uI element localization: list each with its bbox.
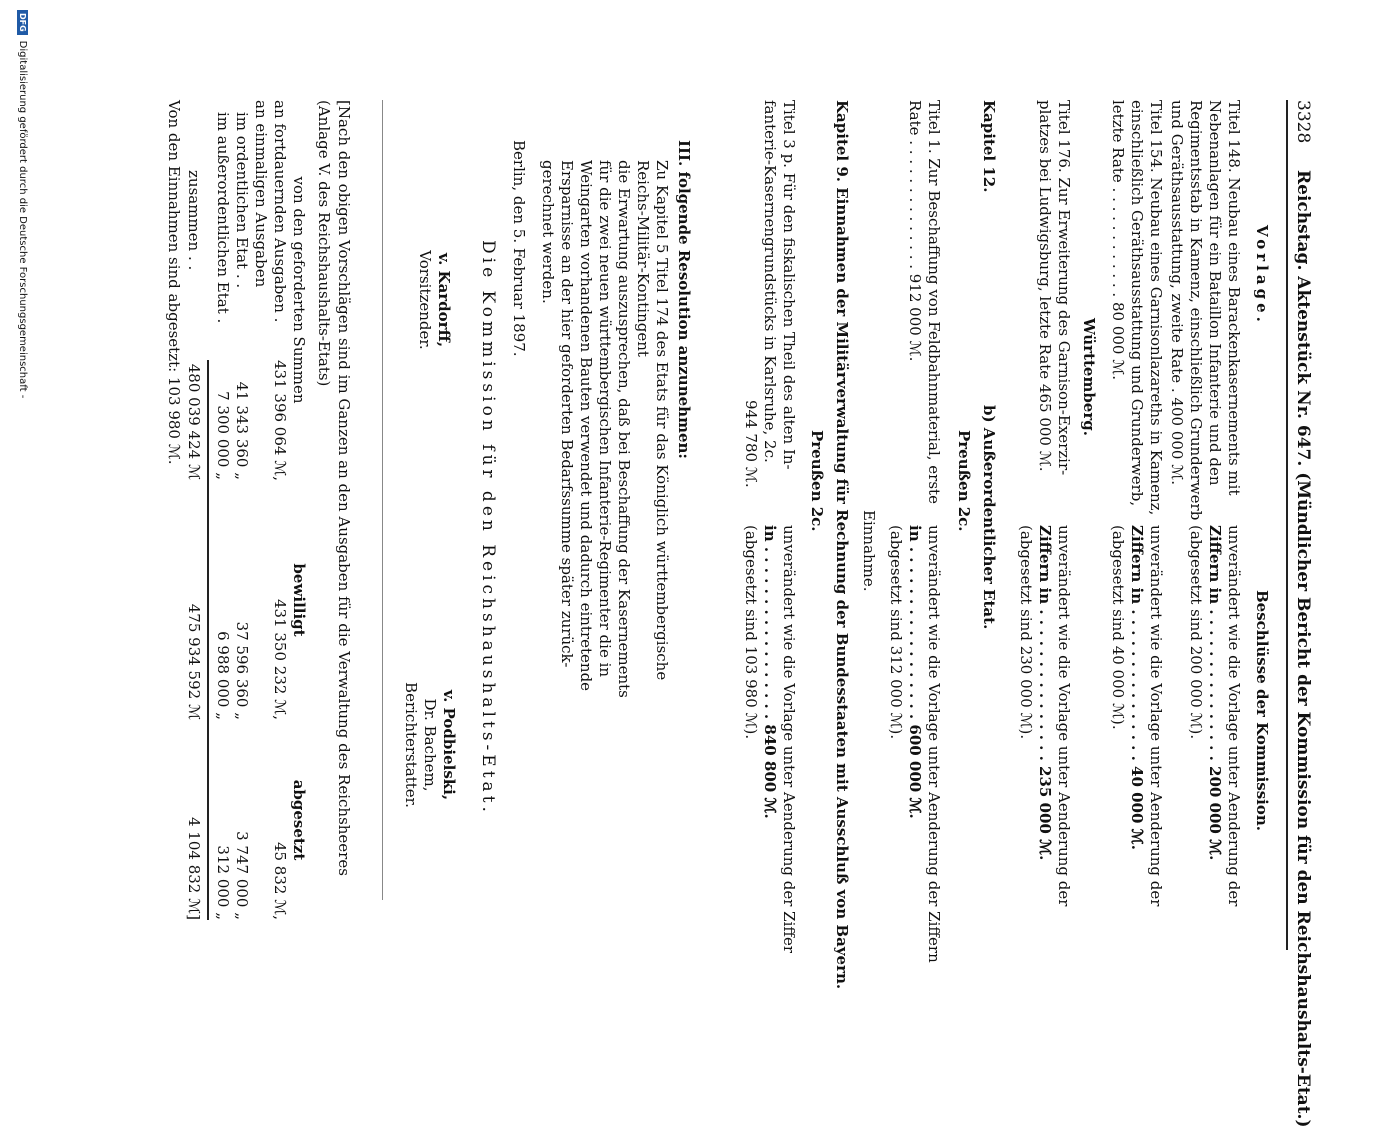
einnahme-heading: Einnahme. — [860, 510, 878, 592]
header-rule — [1286, 100, 1288, 950]
titel1-right: unverändert wie die Vorlage unter Aenderung der Ziffern in . . . . . . . . . . . . . . . . . 600 000 ℳ. (abgesetzt sind 312 000 ℳ). — [887, 525, 943, 963]
total-rule — [207, 360, 209, 920]
summary-row: im ordentlichen Etat . . 41 343 360 „ 37 596 360 „ 3 747 000 „ — [233, 112, 251, 920]
page-number: 3328 — [1293, 100, 1313, 144]
titel176-right: unverändert wie die Vorlage unter Aenderung der Ziffern in . . . . . . . . . . . . . . . 235 000 ℳ. (abgesetzt sind 230 000 ℳ). — [1017, 525, 1073, 907]
column-heading-beschluesse: Beschlüsse der Kommission. — [1253, 590, 1271, 831]
summary-row: an einmaligen Ausgaben — [252, 100, 270, 288]
preussen-heading-1: Preußen 2c. — [955, 430, 973, 532]
dfg-logo: DFG — [17, 10, 28, 35]
dfg-credit — [17, 10, 28, 398]
column-heading-vorlage: Vorlage. — [1253, 225, 1271, 326]
commission-title: Die Kommission für den Reichshaushalts-Etat. — [478, 240, 498, 816]
summary-total-row: zusammen . . 480 039 424 ℳ 475 934 592 ℳ 4 104 832 ℳ] — [185, 170, 203, 920]
signature-left: v. Kardorff, Vorsitzender. — [416, 250, 453, 350]
titel176-left: Titel 176. Zur Erweiterung des Garnison-Exerzir- platzes bei Ludwigsburg, letzte Rate 465 000 ℳ. — [1036, 100, 1073, 476]
date-line: Berlin, den 5. Februar 1897. — [510, 140, 528, 357]
wuerttemberg-heading: Württemberg. — [1080, 318, 1098, 436]
titel148-right: unverändert wie die Vorlage unter Aenderung der Ziffern in . . . . . . . . . . . . . . . 200 000 ℳ. (abgesetzt sind 200 000 ℳ). — [1187, 525, 1243, 907]
kapitel12-heading: Kapitel 12. — [980, 100, 998, 193]
page-title: Reichstag. Aktenstück Nr. 647. (Mündlicher Bericht der Kommission für den Reichshaushalts-Etat.) — [1293, 170, 1313, 1128]
signature-right: v. Podbielski, Dr. Bachem, Berichterstatter. — [402, 682, 458, 808]
preussen-heading-2: Preußen 2c. — [808, 430, 826, 532]
resolution-heading: III. folgende Resolution anzunehmen: — [675, 140, 693, 459]
summary-row: im außerordentlichen Etat . 7 300 000 „ 6 988 000 „ 312 000 „ — [214, 112, 232, 920]
summary-intro-2: (Anlage V. des Reichshaushalts-Etats) — [315, 100, 333, 387]
titel3p-right: unverändert wie die Vorlage unter Aenderung der Ziffer in . . . . . . . . . . . . . . . . . 840 800 ℳ. (abgesetzt sind 103 980 ℳ). — [742, 525, 798, 954]
titel3p-left: Titel 3 p. Für den fiskalischen Theil des alten In- fanterie-Kasernengrundstücks in Karlsruhe, 2c. 944 780 ℳ. — [742, 100, 798, 488]
titel148-left: Titel 148. Neubau eines Barackenkasernements mit Nebenanlagen für ein Bataillon Infanterie und den Regimentsstab in Kamenz, einschließlich Grunderwerb und Geräthsausstattung, zweite Rate . 400 000 ℳ. — [1168, 100, 1243, 521]
titel154-left: Titel 154. Neubau eines Garnisonlazareths in Kamenz, einschließlich Geräthsausstattung und Grunderwerb, letzte Rate . . . . . . . . . . . . 80 000 ℳ. — [1109, 100, 1165, 516]
income-line: Von den Einnahmen sind abgesetzt: 103 980 ℳ. — [165, 100, 183, 465]
summary-table-header: von den geforderten Summen bewilligt abgesetzt — [290, 176, 308, 861]
ausserordentlicher-etat-heading: b) Außerordentlicher Etat. — [980, 405, 998, 630]
summary-row: an fortdauernden Ausgaben . 431 396 064 ℳ, 431 350 232 ℳ, 45 832 ℳ, — [271, 100, 289, 920]
section-divider — [382, 100, 383, 900]
kapitel9-heading: Kapitel 9. Einnahmen der Militärverwaltung für Rechnung der Bundesstaaten mit Ausschluß von Bayern. — [833, 100, 851, 990]
titel1-left: Titel 1. Zur Beschaffung von Feldbahnmaterial, erste Rate . . . . . . . . . . . . . . 912 000 ℳ. — [906, 100, 943, 504]
titel154-right: unverändert wie die Vorlage unter Aenderung der Ziffern in . . . . . . . . . . . . . . . 40 000 ℳ. (abgesetzt sind 40 000 ℳ). — [1109, 525, 1165, 907]
summary-table — [184, 100, 308, 960]
resolution-text: Zu Kapitel 5 Titel 174 des Etats für das Königlich württembergische Reichs-Militär-Kontingent die Erwartung auszusprechen, daß bei Beschaffung der Kasernements für die zwei neuen württembergischen Infanterie-Regimenter die in Weingarten vorhandenen Bauten verwendet und dadurch eintretende Ersparnisse an der hier geforderten Bedarfssumme später zurück- gerechnet werden. — [539, 160, 671, 698]
summary-intro: [Nach den obigen Vorschlägen sind im Ganzen an den Ausgaben für die Verwaltung des Reichsheeres — [335, 100, 353, 876]
dfg-credit-text: Digitalisierung gefördert durch die Deutsche Forschungsgemeinschaft - — [17, 40, 28, 399]
